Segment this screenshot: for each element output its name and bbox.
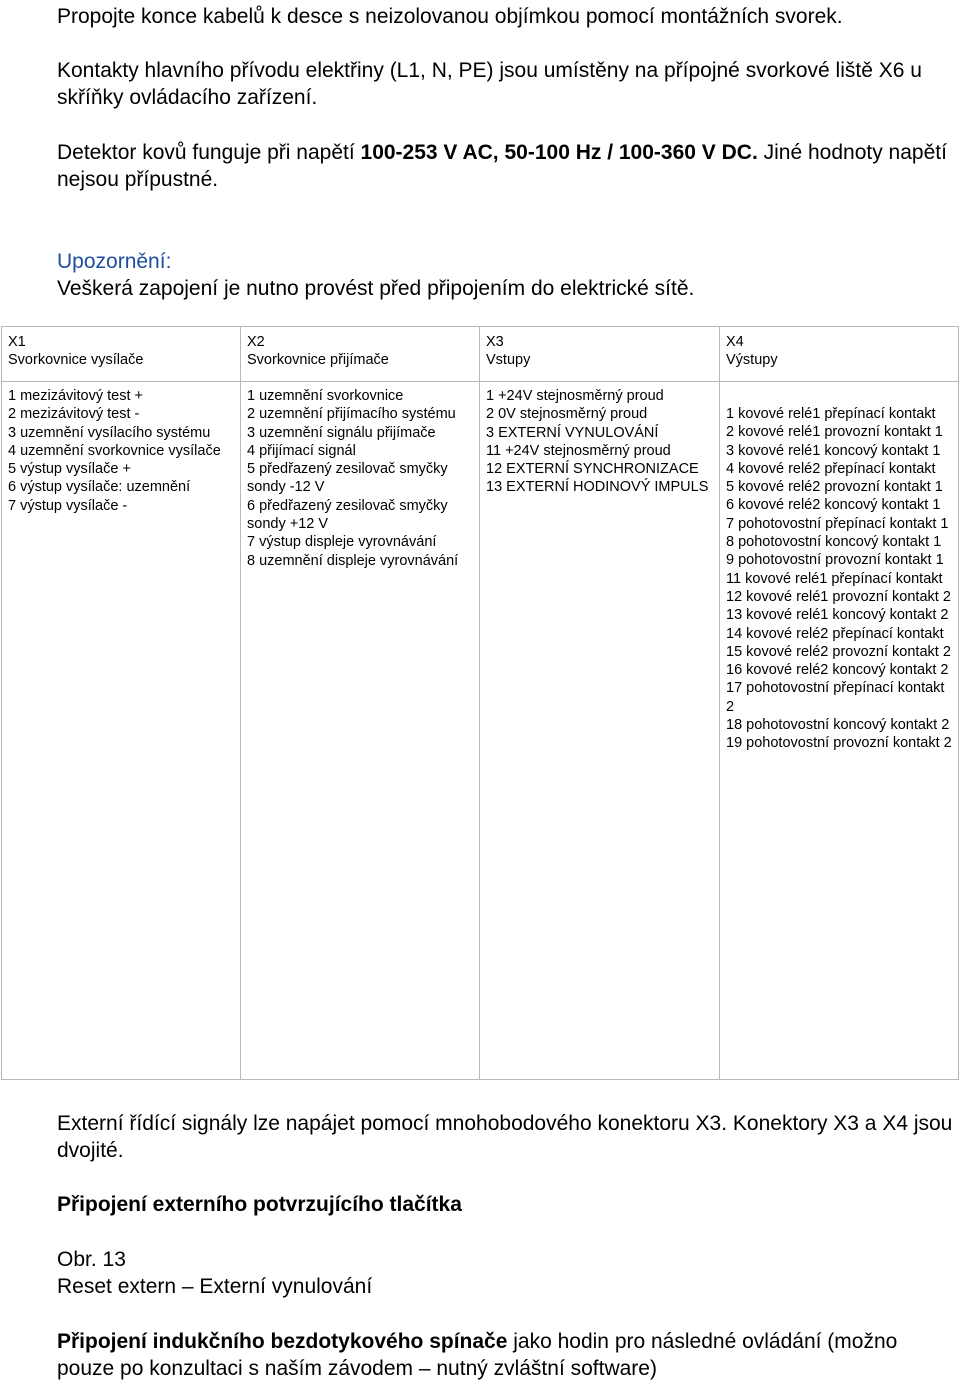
- list-item: 1 uzemnění svorkovnice: [247, 388, 404, 404]
- figure-label: Obr. 13: [57, 1248, 126, 1271]
- list-item: 6 výstup vysílače: uzemnění: [8, 479, 191, 496]
- inductive-switch-text: jako hodin pro následné ovládání (možno pouze po konzultaci s naším závodem – nutný zvláštní software): [57, 1330, 898, 1380]
- column-code: X3: [486, 334, 504, 350]
- intro-paragraph-voltage: [57, 139, 957, 193]
- list-item: 6 kovové relé2 koncový kontakt 1: [726, 497, 941, 514]
- terminal-list-x2: [241, 382, 480, 1080]
- list-item: 2 uzemnění přijímacího systému: [247, 406, 456, 423]
- column-title: Svorkovnice vysílače: [8, 352, 144, 369]
- list-item: 13 EXTERNÍ HODINOVÝ IMPULS: [486, 479, 709, 496]
- intro-paragraph-cable-ends: Propojte konce kabelů k desce s neizolovanou objímkou pomocí montážních svorek.: [57, 5, 843, 28]
- terminal-list-x3: [480, 382, 720, 1080]
- column-header-x4: [720, 327, 959, 382]
- figure-block: [57, 1246, 957, 1300]
- list-item: 17 pohotovostní přepínací kontakt 2: [726, 680, 945, 715]
- column-code: X1: [8, 334, 26, 350]
- column-header-x3: [480, 327, 720, 382]
- connector-table-body-row: [2, 382, 959, 1080]
- list-item: 2 0V stejnosměrný proud: [486, 406, 648, 423]
- column-code: X2: [247, 334, 265, 350]
- list-item: 14 kovové relé2 přepínací kontakt: [726, 625, 944, 642]
- terminal-list-x4: [720, 382, 959, 1080]
- warning-block: [57, 248, 957, 302]
- list-item: 3 EXTERNÍ VYNULOVÁNÍ: [486, 424, 659, 441]
- list-item: 2 kovové relé1 provozní kontakt 1: [726, 424, 943, 441]
- external-button-heading: Připojení externího potvrzujícího tlačítka: [57, 1193, 462, 1216]
- intro-paragraph-mains-contacts: Kontakty hlavního přívodu elektřiny (L1, N, PE) jsou umístěny na přípojné svorkové liště X6 u skříňky ovládacího zařízení.: [57, 59, 922, 109]
- connector-table-header-row: [2, 327, 959, 382]
- list-item: 5 předřazený zesilovač smyčky sondy -12 V: [247, 461, 448, 496]
- list-item: 7 výstup displeje vyrovnávání: [247, 534, 437, 551]
- list-item: 12 EXTERNÍ SYNCHRONIZACE: [486, 461, 699, 478]
- column-title: Svorkovnice přijímače: [247, 352, 389, 369]
- list-item: 13 kovové relé1 koncový kontakt 2: [726, 607, 949, 624]
- connector-table: [1, 326, 959, 1080]
- list-item: 15 kovové relé2 provozní kontakt 2: [726, 643, 951, 660]
- list-item: 3 uzemnění vysílacího systému: [8, 424, 211, 441]
- list-item: 7 pohotovostní přepínací kontakt 1: [726, 515, 949, 532]
- list-item: 5 kovové relé2 provozní kontakt 1: [726, 479, 943, 496]
- list-item: 18 pohotovostní koncový kontakt 2: [726, 717, 950, 734]
- warning-text: Veškerá zapojení je nutno provést před připojením do elektrické sítě.: [57, 277, 695, 300]
- list-item: 4 kovové relé2 přepínací kontakt: [726, 460, 936, 477]
- list-item: 1 mezizávitový test +: [8, 388, 143, 404]
- voltage-values: 100-253 V AC, 50-100 Hz / 100-360 V DC.: [360, 141, 758, 164]
- voltage-text-end: Jiné hodnoty napětí nejsou přípustné.: [57, 141, 947, 191]
- voltage-text-start: Detektor kovů funguje při napětí: [57, 141, 361, 164]
- inductive-switch-heading: Připojení indukčního bezdotykového spínače: [57, 1330, 508, 1353]
- list-item: 2 mezizávitový test -: [8, 406, 140, 423]
- list-item: 19 pohotovostní provozní kontakt 2: [726, 735, 952, 752]
- list-item: 1 kovové relé1 přepínací kontakt: [726, 406, 936, 422]
- list-item: 11 +24V stejnosměrný proud: [486, 442, 671, 459]
- list-item: 3 uzemnění signálu přijímače: [247, 424, 436, 441]
- terminal-list-x1: [2, 382, 241, 1080]
- inductive-switch-paragraph: [57, 1328, 957, 1382]
- column-header-x1: [2, 327, 241, 382]
- list-item: 8 uzemnění displeje vyrovnávání: [247, 552, 459, 569]
- column-header-x2: [241, 327, 480, 382]
- figure-caption: Reset extern – Externí vynulování: [57, 1275, 373, 1298]
- list-item: 3 kovové relé1 koncový kontakt 1: [726, 442, 941, 459]
- list-item: 4 uzemnění svorkovnice vysílače: [8, 442, 221, 459]
- list-item: 6 předřazený zesilovač smyčky sondy +12 V: [247, 497, 448, 533]
- column-title: Vstupy: [486, 352, 531, 369]
- column-code: X4: [726, 334, 744, 350]
- list-item: 4 přijímací signál: [247, 442, 356, 459]
- list-item: 9 pohotovostní provozní kontakt 1: [726, 552, 944, 569]
- list-item: 7 výstup vysílače -: [8, 497, 128, 514]
- list-item: 11 kovové relé1 přepínací kontakt: [726, 570, 943, 587]
- column-title: Výstupy: [726, 352, 778, 369]
- list-item: 12 kovové relé1 provozní kontakt 2: [726, 588, 951, 605]
- list-item: 1 +24V stejnosměrný proud: [486, 388, 664, 404]
- external-signals-paragraph: Externí řídící signály lze napájet pomocí mnohobodového konektoru X3. Konektory X3 a X4 jsou dvojité.: [57, 1112, 953, 1162]
- warning-title: Upozornění:: [57, 250, 172, 273]
- list-item: 5 výstup vysílače +: [8, 461, 131, 478]
- list-item: 8 pohotovostní koncový kontakt 1: [726, 534, 942, 551]
- list-item: 16 kovové relé2 koncový kontakt 2: [726, 662, 949, 679]
